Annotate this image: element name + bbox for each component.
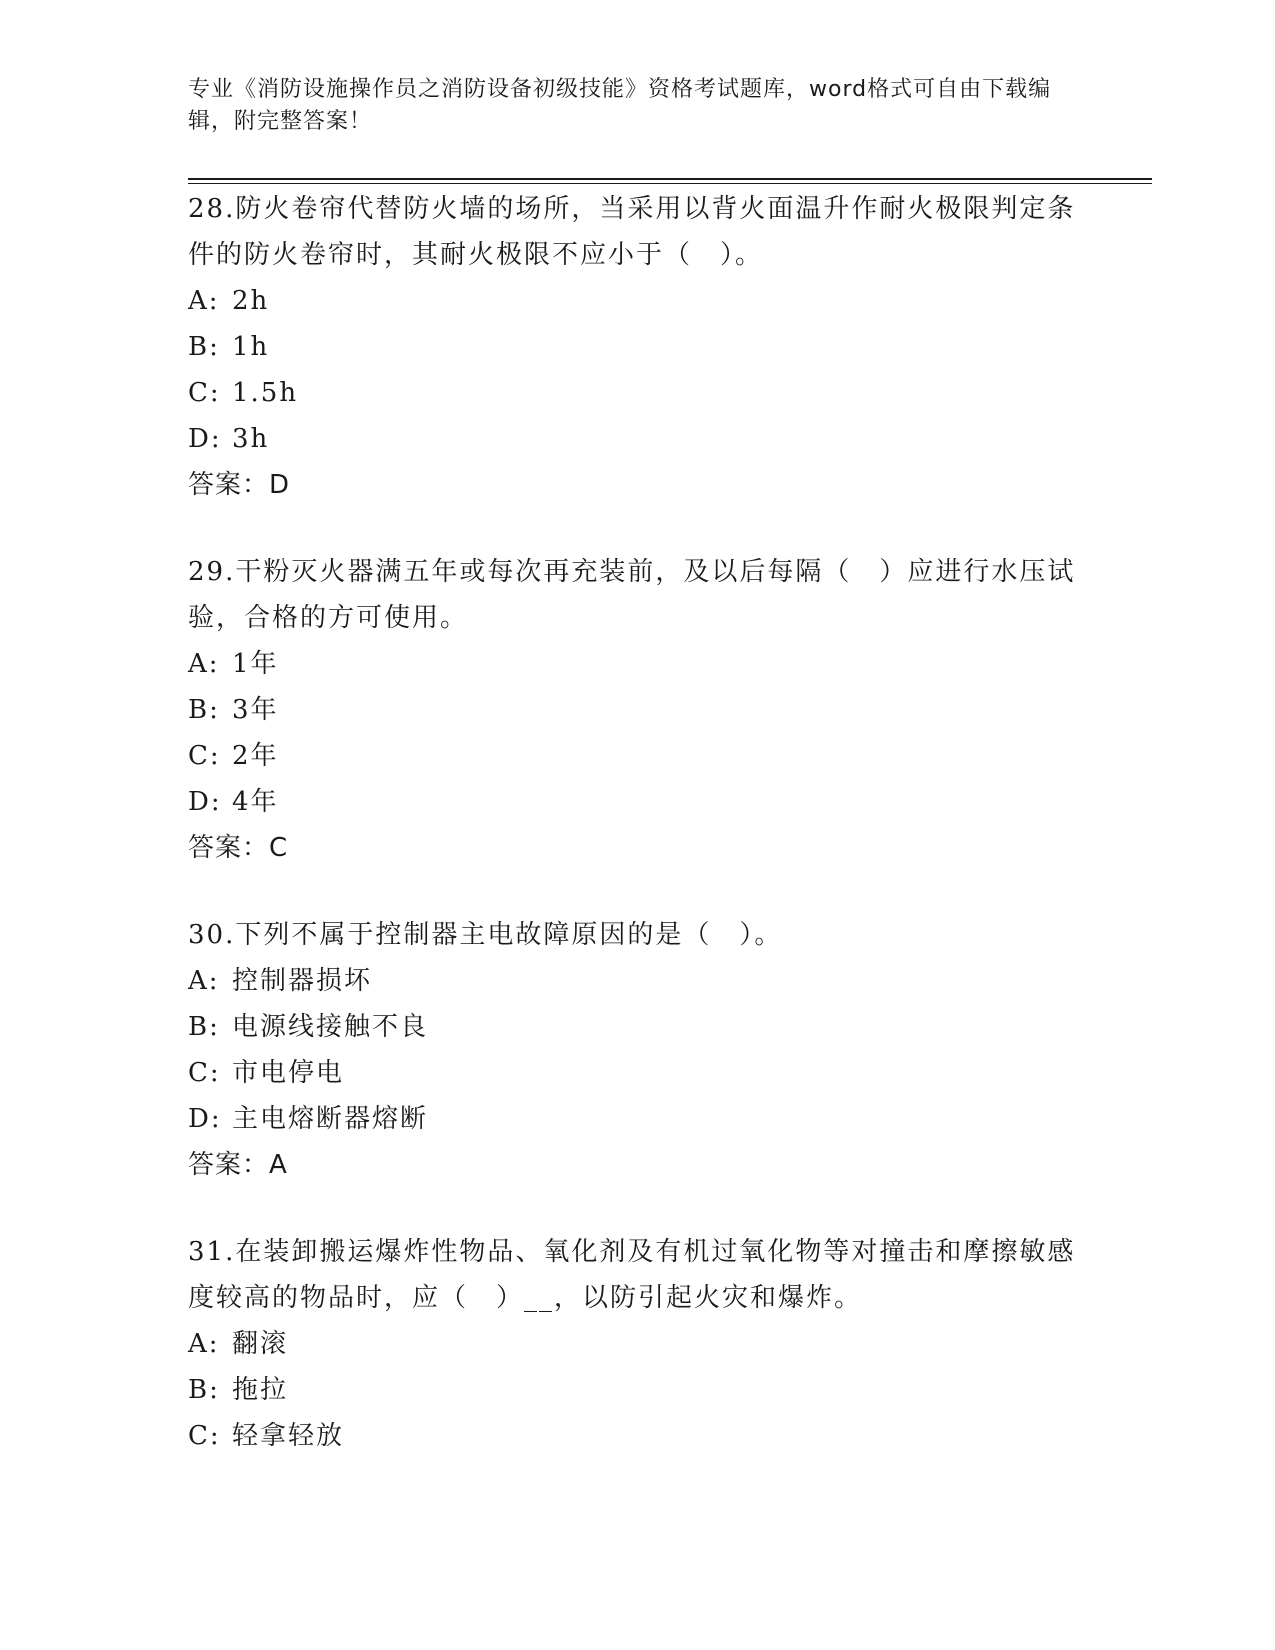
option-letter: D: — [188, 1104, 222, 1134]
option-d — [188, 779, 1088, 825]
option-text: 2年 — [232, 741, 279, 771]
option-letter: D: — [188, 787, 222, 817]
option-c — [188, 1050, 1088, 1096]
option-letter: A: — [188, 649, 220, 679]
answer-line: 答案：D — [188, 470, 291, 500]
option-d — [188, 416, 1088, 462]
option-text: 电源线接触不良 — [232, 1012, 429, 1042]
option-letter: B: — [188, 695, 220, 725]
question-31 — [188, 1229, 1088, 1459]
option-letter: D: — [188, 424, 222, 454]
option-text: 1h — [232, 332, 270, 362]
option-letter: A: — [188, 966, 220, 996]
option-text: 1.5h — [232, 378, 299, 408]
question-30 — [188, 912, 1088, 1188]
option-text: 1年 — [232, 649, 279, 679]
option-letter: B: — [188, 332, 220, 362]
question-list — [188, 186, 1088, 1500]
answer-line: 答案：A — [188, 1150, 288, 1180]
header-divider-thin — [188, 183, 1152, 184]
header-divider-thick — [188, 178, 1152, 180]
option-a — [188, 1321, 1088, 1367]
option-b — [188, 1367, 1088, 1413]
question-stem: 30.下列不属于控制器主电故障原因的是（ ）。 — [188, 920, 783, 950]
option-text: 轻拿轻放 — [232, 1421, 345, 1451]
option-text: 3年 — [232, 695, 279, 725]
header-text: 专业《消防设施操作员之消防设备初级技能》资格考试题库，word格式可自由下载编辑，附完整答案！ — [188, 77, 1052, 134]
option-d — [188, 1096, 1088, 1142]
option-text: 控制器损坏 — [232, 966, 373, 996]
option-c — [188, 1413, 1088, 1459]
document-header — [188, 74, 1088, 138]
option-letter: A: — [188, 1329, 220, 1359]
question-stem: 28.防火卷帘代替防火墙的场所，当采用以背火面温升作耐火极限判定条件的防火卷帘时，其耐火极限不应小于（ ）。 — [188, 194, 1076, 270]
option-a — [188, 641, 1088, 687]
option-a — [188, 958, 1088, 1004]
option-text: 3h — [232, 424, 270, 454]
option-letter: C: — [188, 741, 221, 771]
option-letter: B: — [188, 1375, 220, 1405]
question-28 — [188, 186, 1088, 508]
question-stem: 29.干粉灭火器满五年或每次再充装前，及以后每隔（ ）应进行水压试验，合格的方可使用。 — [188, 557, 1076, 633]
option-b — [188, 687, 1088, 733]
option-text: 拖拉 — [232, 1375, 289, 1405]
option-letter: C: — [188, 1421, 221, 1451]
option-text: 市电停电 — [232, 1058, 345, 1088]
option-text: 4年 — [232, 787, 279, 817]
question-29 — [188, 549, 1088, 871]
option-letter: C: — [188, 378, 221, 408]
option-b — [188, 324, 1088, 370]
option-c — [188, 733, 1088, 779]
option-b — [188, 1004, 1088, 1050]
option-text: 翻滚 — [232, 1329, 289, 1359]
option-c — [188, 370, 1088, 416]
option-a — [188, 278, 1088, 324]
answer-line: 答案：C — [188, 833, 289, 863]
option-text: 2h — [232, 286, 270, 316]
option-letter: A: — [188, 286, 220, 316]
option-letter: B: — [188, 1012, 220, 1042]
question-stem: 31.在装卸搬运爆炸性物品、氧化剂及有机过氧化物等对撞击和摩擦敏感度较高的物品时，应（ ）__，以防引起火灾和爆炸。 — [188, 1237, 1076, 1313]
option-letter: C: — [188, 1058, 221, 1088]
option-text: 主电熔断器熔断 — [232, 1104, 429, 1134]
